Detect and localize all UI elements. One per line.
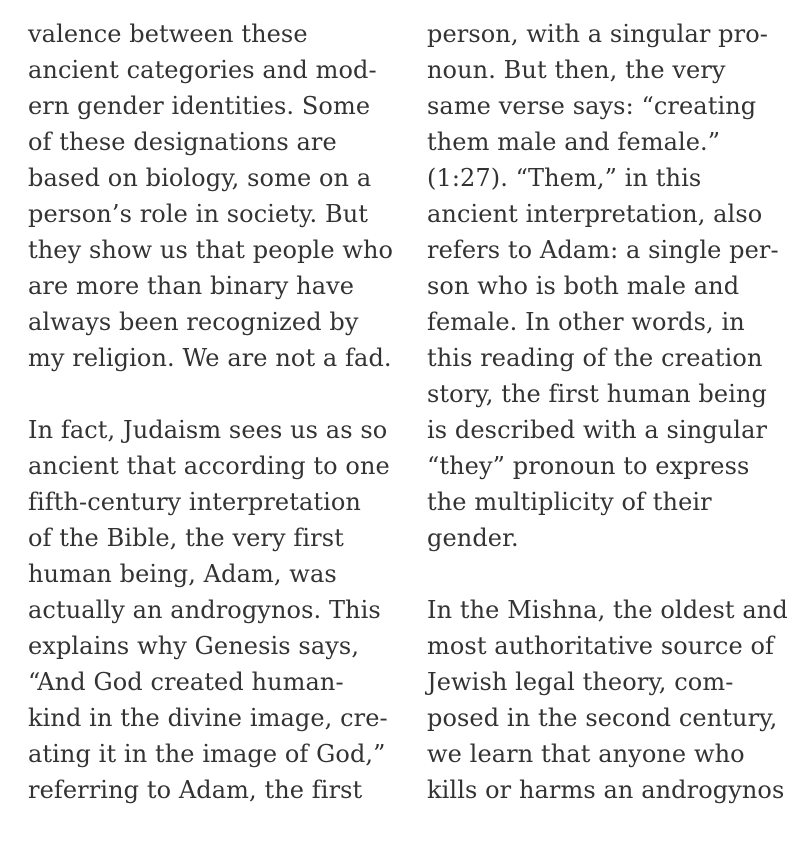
text-line: ating it in the image of God,” [28, 740, 386, 768]
text-line: “they” pronoun to express [427, 452, 750, 480]
text-line: same verse says: “creating [427, 92, 757, 120]
text-line: In the Mishna, the oldest and [427, 596, 788, 624]
text-line: refers to Adam: a single per- [427, 236, 779, 264]
text-line: ancient that according to one [28, 452, 390, 480]
text-line: fifth-century interpretation [28, 488, 361, 516]
text-line: referring to Adam, the first [28, 776, 363, 804]
paragraph [427, 16, 805, 556]
text-line: of the Bible, the very first [28, 524, 344, 552]
text-line: noun. But then, the very [427, 56, 726, 84]
text-line: “And God created human- [28, 668, 344, 696]
text-line: story, the first human being [427, 380, 767, 408]
left-column [28, 16, 408, 844]
text-line: based on biology, some on a [28, 164, 372, 192]
text-line: ancient interpretation, also [427, 200, 763, 228]
text-line: explains why Genesis says, [28, 632, 360, 660]
paragraph [28, 412, 408, 808]
text-line: ancient categories and mod- [28, 56, 377, 84]
text-line: ern gender identities. Some [28, 92, 371, 120]
text-line: this reading of the creation [427, 344, 763, 372]
text-line: kind in the divine image, cre- [28, 704, 388, 732]
text-line: (1:27). “Them,” in this [427, 164, 702, 192]
text-line: my religion. We are not a fad. [28, 344, 392, 372]
text-line: most authoritative source of [427, 632, 775, 660]
text-line: person, with a singular pro- [427, 20, 768, 48]
paragraph [427, 592, 805, 808]
text-line: Jewish legal theory, com- [427, 668, 734, 696]
text-line: always been recognized by [28, 308, 359, 336]
text-line: of these designations are [28, 128, 337, 156]
text-line: is described with a singular [427, 416, 768, 444]
text-line: we learn that anyone who [427, 740, 745, 768]
text-line: valence between these [28, 20, 308, 48]
text-line: the multiplicity of their [427, 488, 712, 516]
text-line: they show us that people who [28, 236, 394, 264]
text-line: son who is both male and [427, 272, 740, 300]
text-line: actually an androgynos. This [28, 596, 381, 624]
text-line: kills or harms an androgynos [427, 776, 785, 804]
text-line: them male and female.” [427, 128, 721, 156]
text-line: human being, Adam, was [28, 560, 337, 588]
text-line: female. In other words, in [427, 308, 745, 336]
text-line: In fact, Judaism sees us as so [28, 416, 388, 444]
text-line: posed in the second century, [427, 704, 778, 732]
text-line: gender. [427, 524, 519, 552]
text-line: are more than binary have [28, 272, 355, 300]
right-column [427, 16, 805, 844]
text-line: person’s role in society. But [28, 200, 369, 228]
paragraph [28, 16, 408, 376]
